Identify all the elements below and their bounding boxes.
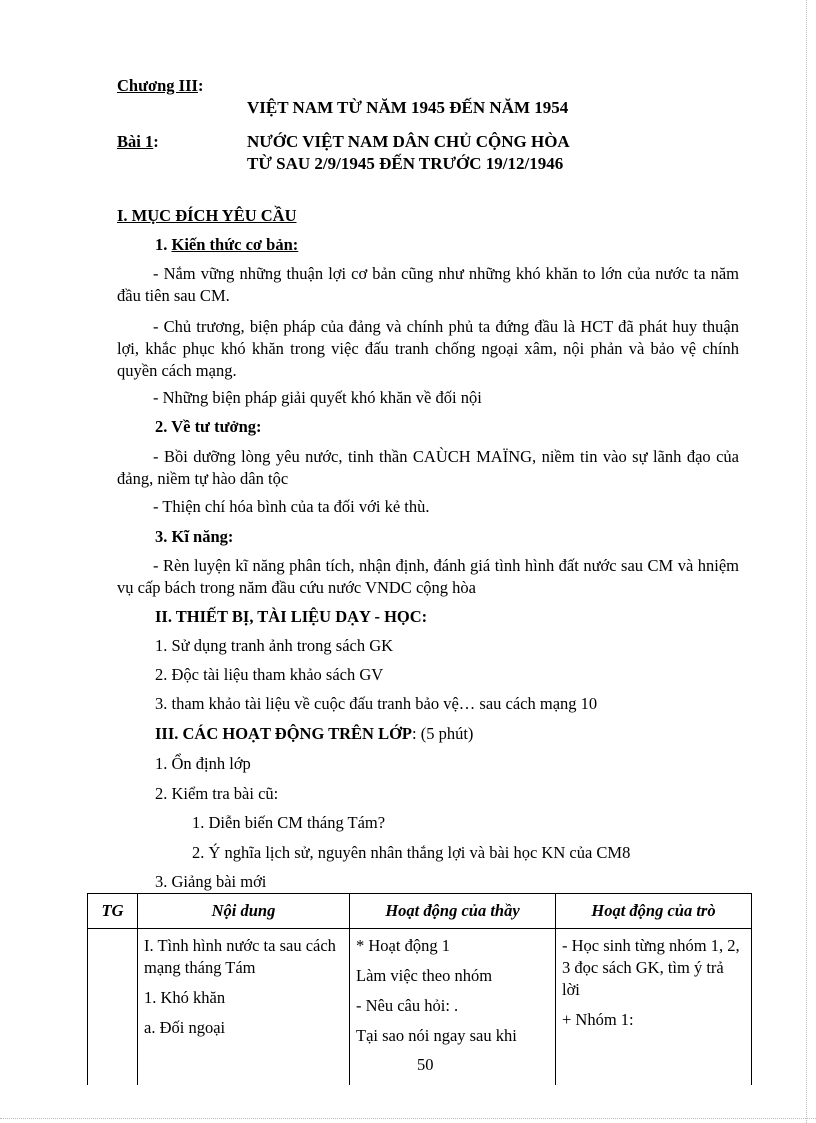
sub2-item-2: - Thiện chí hóa bình của ta đối với kẻ thù. [153, 497, 430, 516]
sub1-heading [155, 235, 298, 255]
table-header-row [88, 894, 752, 929]
page-edge-bottom [0, 1118, 816, 1119]
page-number: 50 [417, 1055, 434, 1074]
chapter-title: VIỆT NAM TỪ NĂM 1945 ĐẾN NĂM 1954 [247, 98, 569, 117]
cell-student [556, 929, 752, 1086]
header-content: Nội dung [138, 894, 350, 929]
section3-duration: : (5 phút) [412, 724, 474, 743]
section1-heading: I. MỤC ĐÍCH YÊU CẦU [117, 206, 297, 225]
section2-item-1: 1. Sử dụng tranh ảnh trong sách GK [155, 636, 394, 655]
student-line: - Học sinh từng nhóm 1, 2, 3 đọc sách GK, tìm ý trả lời [562, 936, 740, 999]
question-2: 2. Ý nghĩa lịch sử, nguyên nhân thắng lợi và bài học KN của CM8 [192, 843, 631, 862]
chapter-colon: : [197, 76, 204, 95]
sub1-item-3: - Những biện pháp giải quyết khó khăn về đối nội [153, 388, 482, 407]
lesson-colon: : [153, 132, 159, 151]
section3-heading-line [155, 724, 473, 744]
chapter-label: Chương III [117, 76, 198, 95]
section3-step-2: 2. Kiểm tra bài cũ: [155, 784, 279, 803]
student-line: + Nhóm 1: [562, 1010, 634, 1029]
sub3-item-1: - Rèn luyện kĩ năng phân tích, nhận định, đánh giá tình hình đất nước sau CM và hniệm vụ cấp bách trong năm đầu cứu nước VNDC cộng hòa [117, 556, 739, 597]
header-tg: TG [88, 894, 138, 929]
section3-step-3: 3. Giảng bài mới [155, 872, 267, 891]
header-student: Hoạt động của trò [556, 894, 752, 929]
teacher-line: Làm việc theo nhóm [356, 966, 493, 985]
sub1-number: 1. [155, 235, 172, 254]
content-line: 1. Khó khăn [144, 988, 226, 1007]
cell-tg [88, 929, 138, 1086]
sub2-heading: 2. Về tư tưởng: [155, 417, 262, 436]
page-edge-right [806, 0, 807, 1123]
sub1-item-2: - Chủ trương, biện pháp của đảng và chính phủ ta đứng đầu là HCT đã phát huy thuận lợi, khắc phục khó khăn trong việc đấu tranh chống ngoại xâm, nội phản và bảo vệ chính quyền cách mạng. [117, 317, 739, 380]
teacher-line: Tại sao nói ngay sau khi [356, 1026, 517, 1045]
section2-item-3: 3. tham khảo tài liệu về cuộc đấu tranh bảo vệ… sau cách mạng 10 [155, 694, 598, 713]
sub2-item-1: - Bồi dưỡng lòng yêu nước, tinh thần CAÙCH MAÏNG, niềm tin vào sự lãnh đạo của đảng, niềm tự hào dân tộc [117, 447, 739, 488]
cell-teacher [350, 929, 556, 1086]
lesson-title-line1: NƯỚC VIỆT NAM DÂN CHỦ CỘNG HÒA [247, 132, 570, 151]
cell-content [138, 929, 350, 1086]
teacher-line: * Hoạt động 1 [356, 936, 450, 955]
sub1-item-1: - Nắm vững những thuận lợi cơ bản cũng như những khó khăn to lớn của nước ta năm đầu tiên sau CM. [117, 264, 739, 305]
sub1-title: Kiến thức cơ bản: [171, 235, 299, 254]
content-line: a. Đối ngoại [144, 1018, 226, 1037]
section2-heading: II. THIẾT BỊ, TÀI LIỆU DẠY - HỌC: [155, 607, 428, 626]
question-1: 1. Diễn biến CM tháng Tám? [192, 813, 386, 832]
lesson-heading [117, 132, 159, 152]
content-line: I. Tình hình nước ta sau cách mạng tháng Tám [144, 936, 336, 977]
lesson-title-line2: TỪ SAU 2/9/1945 ĐẾN TRƯỚC 19/12/1946 [247, 154, 564, 173]
lesson-label: Bài 1 [117, 132, 154, 151]
section3-heading: III. CÁC HOẠT ĐỘNG TRÊN LỚP [155, 724, 413, 743]
section2-item-2: 2. Độc tài liệu tham khảo sách GV [155, 665, 384, 684]
teacher-line: - Nêu câu hỏi: . [356, 996, 459, 1015]
section3-step-1: 1. Ổn định lớp [155, 754, 251, 773]
chapter-heading [117, 76, 203, 96]
header-teacher: Hoạt động của thầy [350, 894, 556, 929]
sub3-heading: 3. Kĩ năng: [155, 527, 234, 546]
